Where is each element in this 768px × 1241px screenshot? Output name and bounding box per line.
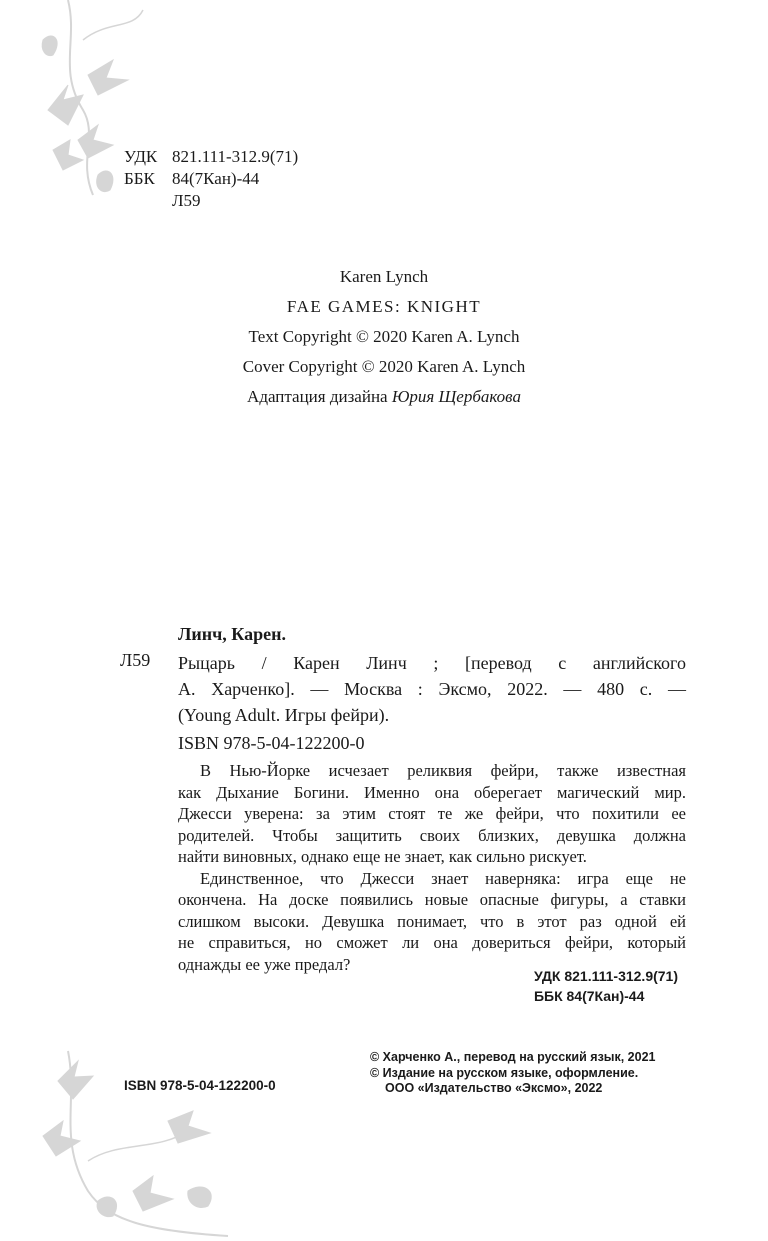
classification-footer [534, 966, 678, 1006]
annotation-line: родителей. Чтобы защитить своих близких, девушка должна [178, 825, 686, 845]
udk-value: 821.111-312.9(71) [172, 147, 299, 166]
footer-bbk: ББК 84(7Кан)-44 [533, 988, 645, 1004]
cover-copyright: Cover Copyright © 2020 Karen A. Lynch [242, 357, 526, 376]
annotation-line: Единственное, что Джесси знает наверняка: игра еще не [200, 868, 686, 888]
biblio-line: (Young Adult. Игры фейри). [178, 705, 390, 725]
annotation-line: Джесси уверена: за этим стоят те же фейри, что похитили ее [178, 804, 686, 823]
footer-udk: УДК 821.111-312.9(71) [533, 968, 678, 984]
text-copyright: Text Copyright © 2020 Karen A. Lynch [248, 327, 520, 346]
biblio-code: Л59 [120, 650, 151, 670]
annotation [178, 760, 686, 975]
original-credits [0, 262, 768, 412]
copyright-line: © Харченко А., перевод на русский язык, 2021 [370, 1050, 656, 1064]
footer-isbn: ISBN 978-5-04-122200-0 [124, 1078, 276, 1093]
copyright-line: © Издание на русском языке, оформление. [370, 1065, 639, 1080]
annotation-line: не справиться, но сможет ли она довериться фейри, который [178, 933, 686, 952]
vine-ornament-bottom [38, 1041, 238, 1241]
udk-label: УДК [124, 147, 158, 166]
copyright-block [370, 1050, 655, 1097]
original-title: FAE GAMES: KNIGHT [286, 297, 482, 316]
biblio-line: Рыцарь / Карен Линч ; [перевод с английского [178, 653, 686, 673]
author-code: Л59 [172, 191, 201, 210]
annotation-line: найти виновных, однако еще не знает, как сильно рискует. [178, 847, 587, 866]
annotation-line: В Нью-Йорке исчезает реликвия фейри, также известная [200, 761, 686, 780]
biblio-description [178, 650, 686, 728]
annotation-line: однажды ее уже предал? [178, 954, 351, 974]
design-credit [0, 382, 768, 412]
annotation-line: окончена. На доске появились новые опасные фигуры, а ставки [178, 890, 686, 909]
biblio-line: А. Харченко]. — Москва : Эксмо, 2022. — 480 с. — [178, 679, 686, 699]
design-prefix: Адаптация дизайна [247, 387, 388, 406]
biblio-author: Линч, Карен. [178, 624, 286, 644]
biblio-isbn: ISBN 978-5-04-122200-0 [178, 733, 365, 753]
designer-name: Юрия Щербакова [391, 387, 521, 406]
annotation-line: слишком высоки. Девушка понимает, что в этот раз одной ей [178, 911, 686, 931]
classification-header [124, 146, 298, 212]
annotation-line: как Дыхание Богини. Именно она оберегает магический мир. [178, 782, 686, 802]
copyright-line: ООО «Издательство «Эксмо», 2022 [385, 1081, 603, 1095]
bbk-value: 84(7Кан)-44 [172, 169, 260, 188]
original-author: Karen Lynch [339, 267, 429, 286]
bbk-label: ББК [124, 169, 155, 188]
